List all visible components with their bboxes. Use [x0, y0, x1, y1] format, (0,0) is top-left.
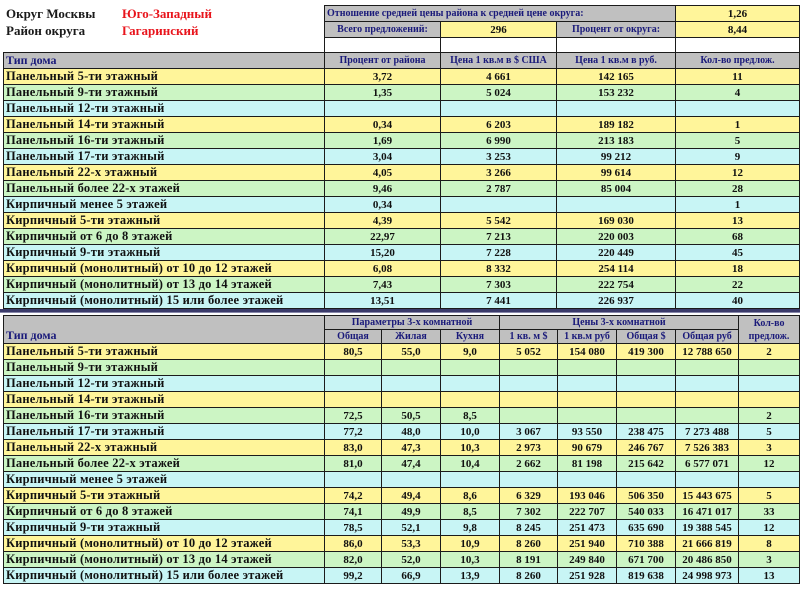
col-header-type: Тип дома: [4, 316, 325, 344]
house-type-cell: Кирпичный менее 5 этажей: [4, 472, 325, 488]
table-row: [4, 488, 800, 504]
table-row: [4, 360, 800, 376]
kitchen-area-cell: 8,5: [441, 408, 500, 424]
house-type-cell: Кирпичный (монолитный) от 13 до 14 этажей: [4, 552, 325, 568]
total-usd-cell: 819 638: [617, 568, 676, 584]
offer-count-cell: 1: [676, 117, 800, 133]
sqm-usd-cell: [500, 472, 558, 488]
group-header-params: Параметры 3-х комнатной: [325, 316, 500, 330]
kitchen-area-cell: [441, 376, 500, 392]
offer-count-cell: 5: [676, 133, 800, 149]
col-header-sqm-usd: 1 кв. м $: [500, 330, 558, 344]
price-sqm-rub-cell: [557, 197, 676, 213]
house-type-cell: Кирпичный 9-ти этажный: [4, 520, 325, 536]
col-header-count: Кол-во предлож.: [739, 316, 800, 344]
area-label: Район округа: [6, 23, 86, 38]
total-area-cell: 83,0: [325, 440, 382, 456]
col-header-living-area: Жилая: [382, 330, 441, 344]
price-sqm-rub-cell: 254 114: [557, 261, 676, 277]
blank-cell: [325, 38, 441, 53]
col-header-percent: Процент от района: [325, 53, 441, 69]
house-type-cell: Кирпичный (монолитный) 15 или более этажей: [4, 293, 325, 309]
col-header-price-rub: Цена 1 кв.м в руб.: [557, 53, 676, 69]
kitchen-area-cell: 10,3: [441, 552, 500, 568]
price-sqm-rub-cell: 189 182: [557, 117, 676, 133]
sqm-usd-cell: 2 973: [500, 440, 558, 456]
kitchen-area-cell: 10,4: [441, 456, 500, 472]
table-row: [4, 229, 800, 245]
house-type-cell: Панельный 9-ти этажный: [4, 85, 325, 101]
table-row: [4, 165, 800, 181]
sqm-rub-cell: 249 840: [558, 552, 617, 568]
price-sqm-usd-cell: 7 441: [441, 293, 557, 309]
total-usd-cell: 215 642: [617, 456, 676, 472]
offer-count-cell: 45: [676, 245, 800, 261]
col-header-type: Тип дома: [4, 53, 325, 69]
living-area-cell: 66,9: [382, 568, 441, 584]
total-usd-cell: [617, 360, 676, 376]
total-area-cell: 82,0: [325, 552, 382, 568]
col-header-sqm-rub: 1 кв.м руб: [558, 330, 617, 344]
house-type-cell: Панельный 22-х этажный: [4, 165, 325, 181]
sqm-rub-cell: [558, 472, 617, 488]
house-type-cell: Панельный 14-ти этажный: [4, 392, 325, 408]
offer-count-cell: 9: [676, 149, 800, 165]
price-sqm-usd-cell: 7 213: [441, 229, 557, 245]
percent-of-area-cell: 0,34: [325, 197, 441, 213]
table-row: [4, 69, 800, 85]
group-header-prices: Цены 3-х комнатной: [500, 316, 739, 330]
table-row: [4, 456, 800, 472]
price-sqm-usd-cell: 5 024: [441, 85, 557, 101]
percent-of-area-cell: 15,20: [325, 245, 441, 261]
total-rub-cell: [676, 376, 739, 392]
sqm-usd-cell: 2 662: [500, 456, 558, 472]
total-offers-value: 296: [441, 22, 557, 38]
col-header-count: Кол-во предлож.: [676, 53, 800, 69]
offer-count-cell: [676, 101, 800, 117]
total-rub-cell: 6 577 071: [676, 456, 739, 472]
offer-count-cell: 8: [739, 536, 800, 552]
price-sqm-rub-cell: 213 183: [557, 133, 676, 149]
total-rub-cell: 15 443 675: [676, 488, 739, 504]
house-type-cell: Кирпичный 5-ти этажный: [4, 488, 325, 504]
price-sqm-rub-cell: 169 030: [557, 213, 676, 229]
blank-cell: [676, 38, 800, 53]
table-row: [4, 520, 800, 536]
table-row: [4, 536, 800, 552]
percent-of-area-cell: 4,39: [325, 213, 441, 229]
price-sqm-rub-cell: 85 004: [557, 181, 676, 197]
table-row: [4, 117, 800, 133]
percent-of-area-cell: 13,51: [325, 293, 441, 309]
total-usd-cell: 506 350: [617, 488, 676, 504]
col-header-total-area: Общая: [325, 330, 382, 344]
percent-of-area-cell: 3,04: [325, 149, 441, 165]
col-header-kitchen-area: Кухня: [441, 330, 500, 344]
price-sqm-usd-cell: 5 542: [441, 213, 557, 229]
table-row: [4, 376, 800, 392]
kitchen-area-cell: 9,8: [441, 520, 500, 536]
total-usd-cell: 671 700: [617, 552, 676, 568]
table-row: [4, 245, 800, 261]
sqm-usd-cell: 8 260: [500, 536, 558, 552]
kitchen-area-cell: 13,9: [441, 568, 500, 584]
table-row: [4, 424, 800, 440]
house-type-cell: Панельный 16-ти этажный: [4, 133, 325, 149]
price-sqm-rub-cell: 220 449: [557, 245, 676, 261]
total-usd-cell: 710 388: [617, 536, 676, 552]
kitchen-area-cell: 9,0: [441, 344, 500, 360]
total-rub-cell: 24 998 973: [676, 568, 739, 584]
house-type-cell: Кирпичный от 6 до 8 этажей: [4, 229, 325, 245]
ratio-label: Отношение средней цены района к средней цене округа:: [325, 6, 676, 22]
price-sqm-rub-cell: 220 003: [557, 229, 676, 245]
percent-of-area-cell: 9,46: [325, 181, 441, 197]
percent-of-area-cell: 3,72: [325, 69, 441, 85]
offer-count-cell: [739, 392, 800, 408]
offer-count-cell: 2: [739, 344, 800, 360]
sqm-rub-cell: [558, 392, 617, 408]
offer-count-cell: 33: [739, 504, 800, 520]
percent-of-area-cell: 6,08: [325, 261, 441, 277]
district-label: Округ Москвы: [6, 6, 96, 21]
total-area-cell: 72,5: [325, 408, 382, 424]
total-usd-cell: 635 690: [617, 520, 676, 536]
sqm-usd-cell: 8 191: [500, 552, 558, 568]
percent-of-area-cell: 7,43: [325, 277, 441, 293]
house-type-cell: Кирпичный 9-ти этажный: [4, 245, 325, 261]
offer-count-cell: 5: [739, 488, 800, 504]
percent-of-area-cell: [325, 101, 441, 117]
living-area-cell: 52,1: [382, 520, 441, 536]
total-rub-cell: 7 526 383: [676, 440, 739, 456]
total-usd-cell: [617, 376, 676, 392]
living-area-cell: [382, 376, 441, 392]
total-area-cell: 74,2: [325, 488, 382, 504]
offer-count-cell: 28: [676, 181, 800, 197]
living-area-cell: 47,3: [382, 440, 441, 456]
table-row: [4, 277, 800, 293]
table-row: [4, 472, 800, 488]
house-type-cell: Панельный 17-ти этажный: [4, 149, 325, 165]
kitchen-area-cell: [441, 360, 500, 376]
sqm-rub-cell: [558, 376, 617, 392]
percent-of-district-label: Процент от округа:: [557, 22, 676, 38]
sqm-usd-cell: [500, 376, 558, 392]
table-row: [4, 197, 800, 213]
kitchen-area-cell: 8,6: [441, 488, 500, 504]
sqm-usd-cell: 8 260: [500, 568, 558, 584]
sqm-rub-cell: 90 679: [558, 440, 617, 456]
total-area-cell: [325, 376, 382, 392]
percent-of-area-cell: 1,69: [325, 133, 441, 149]
percent-of-area-cell: 0,34: [325, 117, 441, 133]
table-row: [4, 408, 800, 424]
price-sqm-rub-cell: 222 754: [557, 277, 676, 293]
living-area-cell: 53,3: [382, 536, 441, 552]
total-rub-cell: [676, 392, 739, 408]
price-sqm-usd-cell: 3 253: [441, 149, 557, 165]
offer-count-cell: 40: [676, 293, 800, 309]
offer-count-cell: [739, 360, 800, 376]
house-type-cell: Панельный 12-ти этажный: [4, 101, 325, 117]
price-sqm-usd-cell: 7 228: [441, 245, 557, 261]
col-header-total-rub: Общая руб: [676, 330, 739, 344]
price-sqm-usd-cell: [441, 101, 557, 117]
price-sqm-usd-cell: 6 203: [441, 117, 557, 133]
house-type-cell: Кирпичный 5-ти этажный: [4, 213, 325, 229]
offer-count-cell: 1: [676, 197, 800, 213]
sqm-rub-cell: 251 928: [558, 568, 617, 584]
offer-count-cell: 13: [739, 568, 800, 584]
offer-count-cell: 12: [739, 456, 800, 472]
house-type-cell: Панельный 17-ти этажный: [4, 424, 325, 440]
offer-count-cell: 12: [739, 520, 800, 536]
sqm-rub-cell: 81 198: [558, 456, 617, 472]
total-usd-cell: [617, 392, 676, 408]
total-area-cell: 81,0: [325, 456, 382, 472]
total-usd-cell: [617, 408, 676, 424]
total-rub-cell: 21 666 819: [676, 536, 739, 552]
table-row: [4, 504, 800, 520]
kitchen-area-cell: [441, 392, 500, 408]
price-sqm-rub-cell: 226 937: [557, 293, 676, 309]
total-rub-cell: 16 471 017: [676, 504, 739, 520]
house-type-cell: Панельный 22-х этажный: [4, 440, 325, 456]
kitchen-area-cell: 10,0: [441, 424, 500, 440]
total-area-cell: 74,1: [325, 504, 382, 520]
total-area-cell: [325, 392, 382, 408]
house-type-cell: Панельный 5-ти этажный: [4, 69, 325, 85]
price-sqm-usd-cell: 8 332: [441, 261, 557, 277]
sqm-rub-cell: 251 940: [558, 536, 617, 552]
price-sqm-rub-cell: 153 232: [557, 85, 676, 101]
price-sqm-usd-cell: 6 990: [441, 133, 557, 149]
house-type-cell: Кирпичный от 6 до 8 этажей: [4, 504, 325, 520]
table-row: [4, 568, 800, 584]
house-type-cell: Панельный более 22-х этажей: [4, 181, 325, 197]
house-type-cell: Кирпичный (монолитный) от 10 до 12 этажей: [4, 261, 325, 277]
table-row: [4, 392, 800, 408]
living-area-cell: 49,9: [382, 504, 441, 520]
sqm-usd-cell: 8 245: [500, 520, 558, 536]
table-row: [4, 181, 800, 197]
offer-count-cell: 3: [739, 552, 800, 568]
kitchen-area-cell: 8,5: [441, 504, 500, 520]
house-type-cell: Кирпичный менее 5 этажей: [4, 197, 325, 213]
total-area-cell: 99,2: [325, 568, 382, 584]
house-type-cell: Панельный 14-ти этажный: [4, 117, 325, 133]
col-header-price-usd: Цена 1 кв.м в $ США: [441, 53, 557, 69]
house-type-cell: Кирпичный (монолитный) от 10 до 12 этажей: [4, 536, 325, 552]
sqm-usd-cell: 6 329: [500, 488, 558, 504]
total-usd-cell: 540 033: [617, 504, 676, 520]
house-type-cell: Панельный 9-ти этажный: [4, 360, 325, 376]
percent-of-area-cell: 1,35: [325, 85, 441, 101]
percent-of-district-value: 8,44: [676, 22, 800, 38]
living-area-cell: 48,0: [382, 424, 441, 440]
table-row: [4, 149, 800, 165]
table-row: [4, 213, 800, 229]
total-usd-cell: 419 300: [617, 344, 676, 360]
total-area-cell: 86,0: [325, 536, 382, 552]
house-type-cell: Кирпичный (монолитный) 15 или более этажей: [4, 568, 325, 584]
table-row: [4, 101, 800, 117]
house-type-cell: Кирпичный (монолитный) от 13 до 14 этажей: [4, 277, 325, 293]
price-sqm-usd-cell: 3 266: [441, 165, 557, 181]
percent-of-area-cell: 22,97: [325, 229, 441, 245]
sqm-usd-cell: [500, 360, 558, 376]
price-per-sqm-table: [3, 52, 800, 309]
total-rub-cell: 20 486 850: [676, 552, 739, 568]
total-area-cell: [325, 360, 382, 376]
offer-count-cell: 12: [676, 165, 800, 181]
sqm-rub-cell: 93 550: [558, 424, 617, 440]
section-divider-thin: [0, 312, 800, 313]
offer-count-cell: 68: [676, 229, 800, 245]
total-rub-cell: [676, 408, 739, 424]
sqm-rub-cell: 251 473: [558, 520, 617, 536]
total-rub-cell: [676, 360, 739, 376]
total-rub-cell: 7 273 488: [676, 424, 739, 440]
living-area-cell: [382, 360, 441, 376]
price-sqm-usd-cell: [441, 197, 557, 213]
percent-of-area-cell: 4,05: [325, 165, 441, 181]
living-area-cell: 47,4: [382, 456, 441, 472]
living-area-cell: 55,0: [382, 344, 441, 360]
price-sqm-usd-cell: 7 303: [441, 277, 557, 293]
offer-count-cell: 22: [676, 277, 800, 293]
district-value: Юго-Западный: [122, 6, 212, 21]
offer-count-cell: 4: [676, 85, 800, 101]
table-row: [4, 133, 800, 149]
total-rub-cell: 12 788 650: [676, 344, 739, 360]
sqm-usd-cell: 5 052: [500, 344, 558, 360]
price-sqm-rub-cell: [557, 101, 676, 117]
offer-count-cell: [739, 376, 800, 392]
blank-cell: [441, 38, 557, 53]
total-offers-label: Всего предложений:: [325, 22, 441, 38]
price-sqm-rub-cell: 99 614: [557, 165, 676, 181]
offer-count-cell: 3: [739, 440, 800, 456]
house-type-cell: Панельный более 22-х этажей: [4, 456, 325, 472]
kitchen-area-cell: 10,9: [441, 536, 500, 552]
offer-count-cell: 13: [676, 213, 800, 229]
total-area-cell: 77,2: [325, 424, 382, 440]
living-area-cell: 49,4: [382, 488, 441, 504]
sqm-rub-cell: [558, 360, 617, 376]
table-row: [4, 261, 800, 277]
table-row: [4, 293, 800, 309]
living-area-cell: 52,0: [382, 552, 441, 568]
total-area-cell: [325, 472, 382, 488]
three-room-table: [3, 315, 800, 584]
sqm-rub-cell: 154 080: [558, 344, 617, 360]
house-type-cell: Панельный 16-ти этажный: [4, 408, 325, 424]
ratio-value: 1,26: [676, 6, 800, 22]
sqm-rub-cell: 222 707: [558, 504, 617, 520]
offer-count-cell: [739, 472, 800, 488]
price-sqm-usd-cell: 2 787: [441, 181, 557, 197]
sqm-usd-cell: [500, 392, 558, 408]
total-rub-cell: [676, 472, 739, 488]
price-sqm-usd-cell: 4 661: [441, 69, 557, 85]
house-type-cell: Панельный 5-ти этажный: [4, 344, 325, 360]
total-usd-cell: 238 475: [617, 424, 676, 440]
summary-table: [324, 5, 800, 53]
living-area-cell: [382, 392, 441, 408]
offer-count-cell: 5: [739, 424, 800, 440]
total-rub-cell: 19 388 545: [676, 520, 739, 536]
total-area-cell: 80,5: [325, 344, 382, 360]
table-row: [4, 344, 800, 360]
price-sqm-rub-cell: 99 212: [557, 149, 676, 165]
living-area-cell: 50,5: [382, 408, 441, 424]
sqm-usd-cell: [500, 408, 558, 424]
area-value: Гагаринский: [122, 23, 199, 38]
col-header-total-usd: Общая $: [617, 330, 676, 344]
sqm-usd-cell: 7 302: [500, 504, 558, 520]
kitchen-area-cell: [441, 472, 500, 488]
offer-count-cell: 11: [676, 69, 800, 85]
offer-count-cell: 18: [676, 261, 800, 277]
table-row: [4, 85, 800, 101]
total-area-cell: 78,5: [325, 520, 382, 536]
offer-count-cell: 2: [739, 408, 800, 424]
table-row: [4, 440, 800, 456]
sqm-usd-cell: 3 067: [500, 424, 558, 440]
total-usd-cell: 246 767: [617, 440, 676, 456]
house-type-cell: Панельный 12-ти этажный: [4, 376, 325, 392]
price-sqm-rub-cell: 142 165: [557, 69, 676, 85]
blank-cell: [557, 38, 676, 53]
table-row: [4, 552, 800, 568]
kitchen-area-cell: 10,3: [441, 440, 500, 456]
total-usd-cell: [617, 472, 676, 488]
sqm-rub-cell: [558, 408, 617, 424]
living-area-cell: [382, 472, 441, 488]
sqm-rub-cell: 193 046: [558, 488, 617, 504]
